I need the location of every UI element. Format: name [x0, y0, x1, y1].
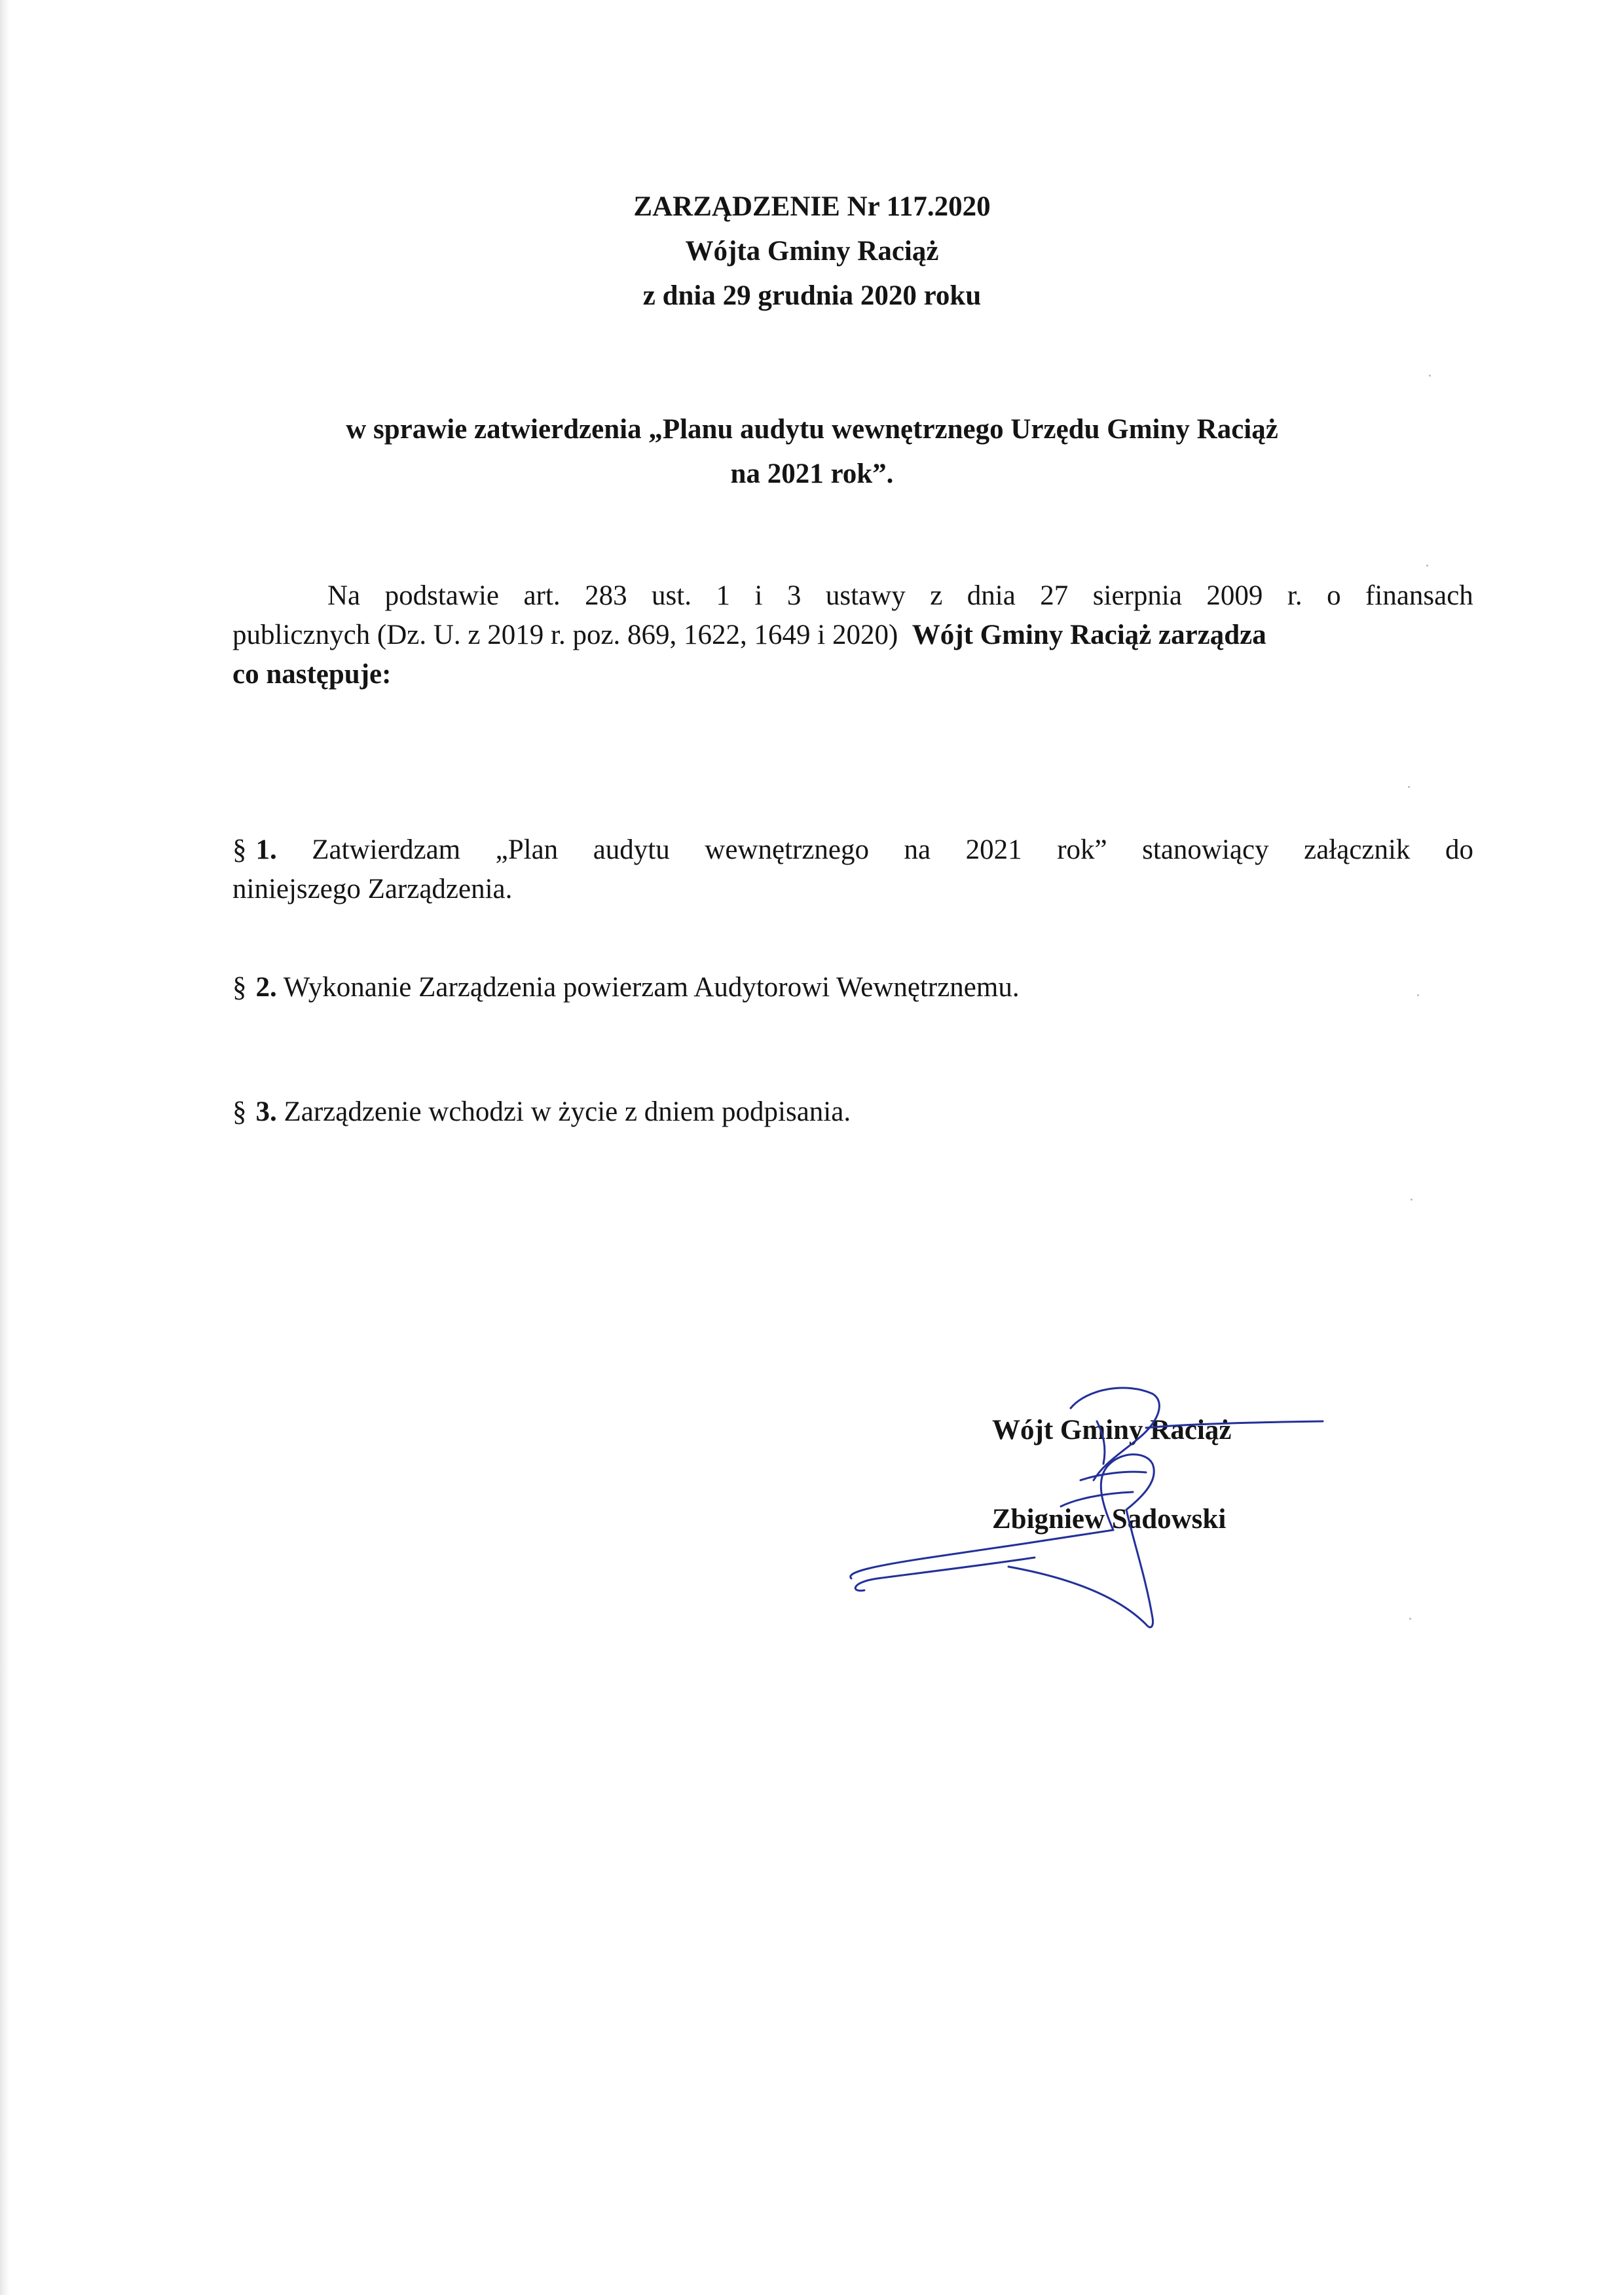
paragraph-2-line [232, 968, 1473, 1007]
preamble-authority: Wójt Gminy Raciąż zarządza [912, 620, 1266, 650]
paragraph-3-line [232, 1092, 1473, 1132]
signature-stroke [1080, 1472, 1146, 1480]
paragraph-2-number: 2. [255, 972, 277, 1003]
paragraph-1-word: do [1445, 834, 1473, 865]
preamble-word: z [930, 580, 943, 611]
signature-stroke [1071, 1388, 1159, 1480]
handwritten-signature [838, 1382, 1336, 1657]
paragraph-1-word: audytu [593, 834, 670, 865]
paragraph-1-word: stanowiący [1142, 834, 1269, 865]
paragraph-3-number: 3. [255, 1096, 277, 1127]
preamble-word: 27 [1040, 580, 1069, 611]
signature-stroke [1061, 1492, 1133, 1506]
preamble-word: 3 [786, 580, 802, 611]
preamble-word: art. [523, 580, 561, 611]
preamble-word: sierpnia [1092, 580, 1182, 611]
scan-speck [1408, 786, 1410, 788]
signatory-title: Wójt Gminy Raciąż [992, 1415, 1232, 1446]
paragraph-1-marker [232, 830, 277, 870]
paragraph-3-text: Zarządzenie wchodzi w życie z dniem podpisania. [284, 1096, 851, 1127]
signature-stroke [1097, 1421, 1105, 1464]
preamble-word: Na [327, 580, 361, 611]
signatory-name: Zbigniew Sadowski [992, 1504, 1227, 1535]
paragraph-1-line-1 [232, 830, 1473, 870]
document-date: z dnia 29 grudnia 2020 roku [642, 280, 982, 311]
paragraph-1-word: „Plan [495, 834, 559, 865]
preamble-legal-basis: publicznych (Dz. U. z 2019 r. poz. 869, 1622, 1649 i 2020) [232, 620, 898, 650]
signature-stroke [1008, 1510, 1153, 1628]
paragraph-1-word: 2021 [965, 834, 1022, 865]
subject-line-2: na 2021 rok”. [730, 458, 894, 489]
signature-stroke [851, 1530, 1113, 1578]
scan-edge-shadow [0, 0, 9, 2295]
preamble-word: podstawie [384, 580, 499, 611]
section-sign: § [232, 972, 247, 1003]
scan-speck [1426, 565, 1428, 567]
paragraph-1-word: załącznik [1304, 834, 1411, 865]
paragraph-2-text: Wykonanie Zarządzenia powierzam Audytorowi Wewnętrznemu. [283, 972, 1020, 1003]
preamble-word: finansach [1365, 580, 1473, 611]
document-title: ZARZĄDZENIE Nr 117.2020 [633, 191, 991, 222]
preamble-word: r. [1287, 580, 1302, 611]
preamble [232, 576, 1473, 694]
preamble-word: ustawy [825, 580, 906, 611]
scan-speck [1409, 1618, 1411, 1620]
paragraph-2 [232, 968, 1473, 1007]
paragraph-1 [232, 830, 1473, 909]
paragraph-1-line-2: niniejszego Zarządzenia. [232, 874, 513, 905]
preamble-word: 2009 [1206, 580, 1263, 611]
preamble-line-2 [232, 616, 1473, 655]
paragraph-1-word: wewnętrznego [705, 834, 870, 865]
section-sign: § [232, 834, 247, 865]
signature-stroke [855, 1558, 1035, 1591]
paragraph-1-number: 1. [255, 834, 277, 865]
paragraph-1-word: rok” [1057, 834, 1107, 865]
paragraph-1-word: Zatwierdzam [312, 834, 461, 865]
document-issuer: Wójta Gminy Raciąż [685, 236, 939, 267]
paragraph-3 [232, 1092, 1473, 1132]
preamble-line-1 [232, 576, 1473, 616]
signature-stroke [1146, 1421, 1323, 1428]
paragraph-1-word: na [904, 834, 931, 865]
preamble-word: dnia [967, 580, 1016, 611]
preamble-word: o [1327, 580, 1341, 611]
preamble-word: 1 [716, 580, 730, 611]
preamble-word: 283 [585, 580, 627, 611]
preamble-word: ust. [652, 580, 692, 611]
subject-line-1: w sprawie zatwierdzenia „Planu audytu wewnętrznego Urzędu Gminy Raciąż [346, 414, 1278, 445]
scan-speck [1429, 375, 1431, 377]
preamble-line-3: co następuje: [232, 659, 392, 690]
section-sign: § [232, 1096, 247, 1127]
scan-speck [1417, 994, 1419, 996]
scan-speck [1411, 1199, 1412, 1201]
preamble-word: i [754, 580, 763, 611]
